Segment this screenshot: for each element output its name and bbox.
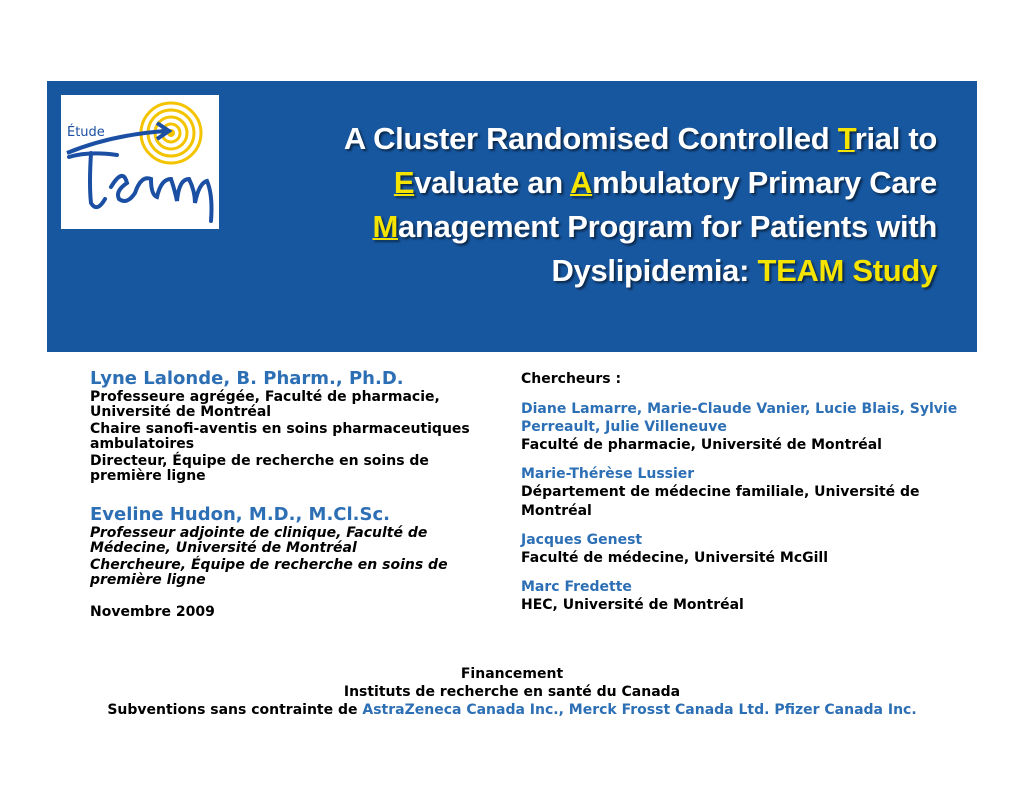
funding-sponsors-line xyxy=(0,701,1024,719)
title-highlight: A xyxy=(570,165,593,200)
team-logo xyxy=(61,95,219,229)
author-1-affiliation: Directeur, Équipe de recherche en soins de première ligne xyxy=(90,453,429,484)
researcher-affiliation: Faculté de pharmacie, Université de Montréal xyxy=(521,437,882,453)
funding-institute: Instituts de recherche en santé du Canada xyxy=(343,684,681,700)
right-column xyxy=(521,371,981,625)
researcher-affiliation: HEC, Université de Montréal xyxy=(521,597,744,613)
title-line-3 xyxy=(237,205,937,249)
title-text: rial to xyxy=(854,121,937,156)
title-text: Dyslipidemia: xyxy=(551,253,758,288)
researcher-names: Diane Lamarre, Marie-Claude Vanier, Lucie Blais, Sylvie Perreault, Julie Villeneuve xyxy=(521,401,958,435)
title-highlight: T xyxy=(837,121,855,156)
title-text: valuate an xyxy=(414,165,571,200)
title-text: mbulatory Primary Care xyxy=(592,165,937,200)
page-title xyxy=(237,117,937,293)
date: Novembre 2009 xyxy=(90,604,215,620)
title-highlight: E xyxy=(393,165,415,200)
author-2-affiliation: Professeur adjointe de clinique, Faculté de Médecine, Université de Montréal xyxy=(90,525,428,556)
title-line-4 xyxy=(237,249,937,293)
researchers-heading: Chercheurs : xyxy=(521,371,622,387)
funding-footer xyxy=(0,665,1024,719)
author-1-name: Lyne Lalonde, B. Pharm., Ph.D. xyxy=(90,368,404,389)
author-2-name: Eveline Hudon, M.D., M.Cl.Sc. xyxy=(90,504,390,525)
title-text: A Cluster Randomised Controlled xyxy=(343,121,838,156)
sponsors-prefix: Subventions sans contrainte de xyxy=(107,702,363,718)
researcher-affiliation: Faculté de médecine, Université McGill xyxy=(521,550,829,566)
left-column xyxy=(90,368,490,634)
researcher-names: Marc Fredette xyxy=(521,579,632,595)
author-1-affiliation: Chaire sanofi-aventis en soins pharmaceutiques ambulatoires xyxy=(90,421,470,452)
title-study-name: TEAM Study xyxy=(757,253,937,288)
title-line-1 xyxy=(237,117,937,161)
author-2-affiliation: Chercheure, Équipe de recherche en soins de première ligne xyxy=(90,557,448,588)
target-swirl-icon xyxy=(61,95,219,229)
title-highlight: M xyxy=(372,209,398,244)
funding-heading: Financement xyxy=(460,666,564,682)
researcher-names: Jacques Genest xyxy=(521,532,643,548)
sponsors-names: AstraZeneca Canada Inc., Merck Frosst Canada Ltd. Pfizer Canada Inc. xyxy=(362,702,917,718)
title-line-2 xyxy=(237,161,937,205)
author-1-affiliation: Professeure agrégée, Faculté de pharmacie, Université de Montréal xyxy=(90,389,440,420)
researcher-affiliation: Département de médecine familiale, Université de Montréal xyxy=(521,484,920,519)
logo-etude-text: Étude xyxy=(67,125,105,140)
researcher-names: Marie-Thérèse Lussier xyxy=(521,466,695,482)
title-text: anagement Program for Patients with xyxy=(398,209,937,244)
title-banner xyxy=(47,81,977,352)
